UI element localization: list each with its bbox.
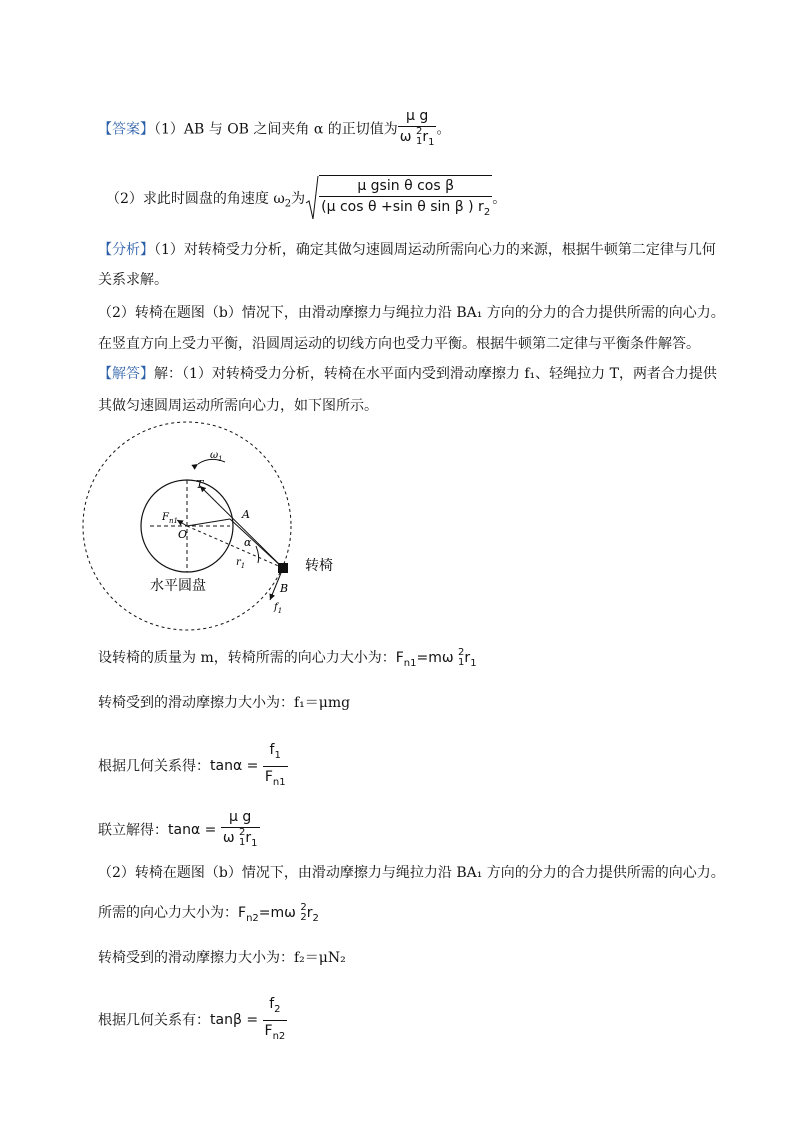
svg-text:B: B [280, 582, 289, 595]
svg-text:Fn1: $F_{n1}$ [162, 512, 178, 525]
svg-text:T: T [196, 478, 204, 491]
force-diagram [90, 440, 333, 620]
eq-fn1: $F_{n1}=m\omega$ 2 1 $r_1$ [395, 647, 477, 669]
analysis-tag: 【分析】 [98, 242, 154, 258]
answer-1-fraction: μ g ω 2 1 $r_1$ [398, 106, 437, 153]
sqrt-sign [305, 175, 319, 221]
svg-text:O: O [178, 528, 188, 541]
eq-fn2: $F_{n2}=m\omega$ 2 2 $r_2$ [238, 902, 319, 924]
geom2-line: 根据几何关系有：tanβ = $\frac{f_2}{F_{n2}}$ [98, 994, 287, 1047]
svg-text:α: α [244, 536, 252, 549]
eq-tan-beta: tanβ = $\frac{f_2}{F_{n2}}$ [210, 1012, 287, 1028]
solution-tag: 【解答】 [98, 366, 154, 382]
answer-tag: 【答案】 [98, 121, 154, 138]
mass-line: 设转椅的质量为 m，转椅所需的向心力大小为：$F_{n1}=m\omega$ 2 1 $r_1$ [98, 647, 477, 669]
part2-line: （2）转椅在题图（b）情况下，由滑动摩擦力与绳拉力沿 BA₁ 方向的分力的合力提供所需的向心力。 [98, 865, 725, 881]
analysis-line-1: 【分析】（1）对转椅受力分析，确定其做匀速圆周运动所需向心力的来源，根据牛顿第二定律与几何 [98, 242, 716, 258]
svg-text:f1: $f_1$ [274, 602, 283, 615]
friction2-line: 转椅受到的滑动摩擦力大小为：f₂＝μN₂ [98, 950, 346, 966]
eq-tan-alpha: tanα = $\frac{f_1}{F_{n1}}$ [210, 758, 288, 774]
friction1-line: 转椅受到的滑动摩擦力大小为：f₁＝μmg [98, 695, 351, 711]
analysis-line-1b: 关系求解。 [98, 272, 168, 288]
svg-text:转椅: 转椅 [305, 558, 333, 574]
geom1-line: 根据几何关系得：tanα = $\frac{f_1}{F_{n1}}$ [98, 740, 288, 793]
solution-line-1: 【解答】解：（1）对转椅受力分析，转椅在水平面内受到滑动摩擦力 f₁、轻绳拉力 T，两者合力提供 [98, 366, 717, 382]
analysis-line-3: 在竖直方向上受力平衡，沿圆周运动的切线方向也受力平衡。根据牛顿第二定律与平衡条件解答。 [98, 336, 700, 352]
combine-line: 联立解得：tanα = μ g ω 2 1 $r_1$ [98, 807, 260, 854]
chair-block [278, 563, 288, 573]
svg-text:水平圆盘: 水平圆盘 [150, 578, 206, 594]
svg-text:A: A [242, 508, 250, 521]
analysis-line-2: （2）转椅在题图（b）情况下，由滑动摩擦力与绳拉力沿 BA₁ 方向的分力的合力提供所需的向心力。 [98, 305, 725, 321]
svg-text:ω1: $\omega_1$ [210, 450, 223, 463]
answer-line-1: 【答案】（1）AB 与 OB 之间夹角 α 的正切值为 μ g ω 2 1 $r_1$ 。 [98, 106, 450, 153]
answer-2-text: （2）求此时圆盘的角速度 ω [106, 190, 285, 207]
eq-tan-alpha-result: tanα = μ g ω 2 1 $r_1$ [168, 822, 260, 838]
answer-1-text: （1）AB 与 OB 之间夹角 α 的正切值为 [154, 121, 398, 138]
solution-line-1b: 其做匀速圆周运动所需向心力，如下图所示。 [98, 398, 378, 414]
answer-line-2: （2）求此时圆盘的角速度 $\omega_2$为 $\frac{\text{μ gsin θ cos β}}{(\mu \cos \theta +\sin \theta \sin \beta ) r_2}$ 。 [106, 175, 506, 223]
svg-text:r1: $r_1$ [236, 557, 246, 570]
need2-line: 所需的向心力大小为：$F_{n2}=m\omega$ 2 2 $r_2$ [98, 902, 319, 924]
sqrt-expression: $\frac{\text{μ gsin θ cos β}}{(\mu \cos \theta +\sin \theta \sin \beta ) r_2}$ [305, 175, 492, 223]
